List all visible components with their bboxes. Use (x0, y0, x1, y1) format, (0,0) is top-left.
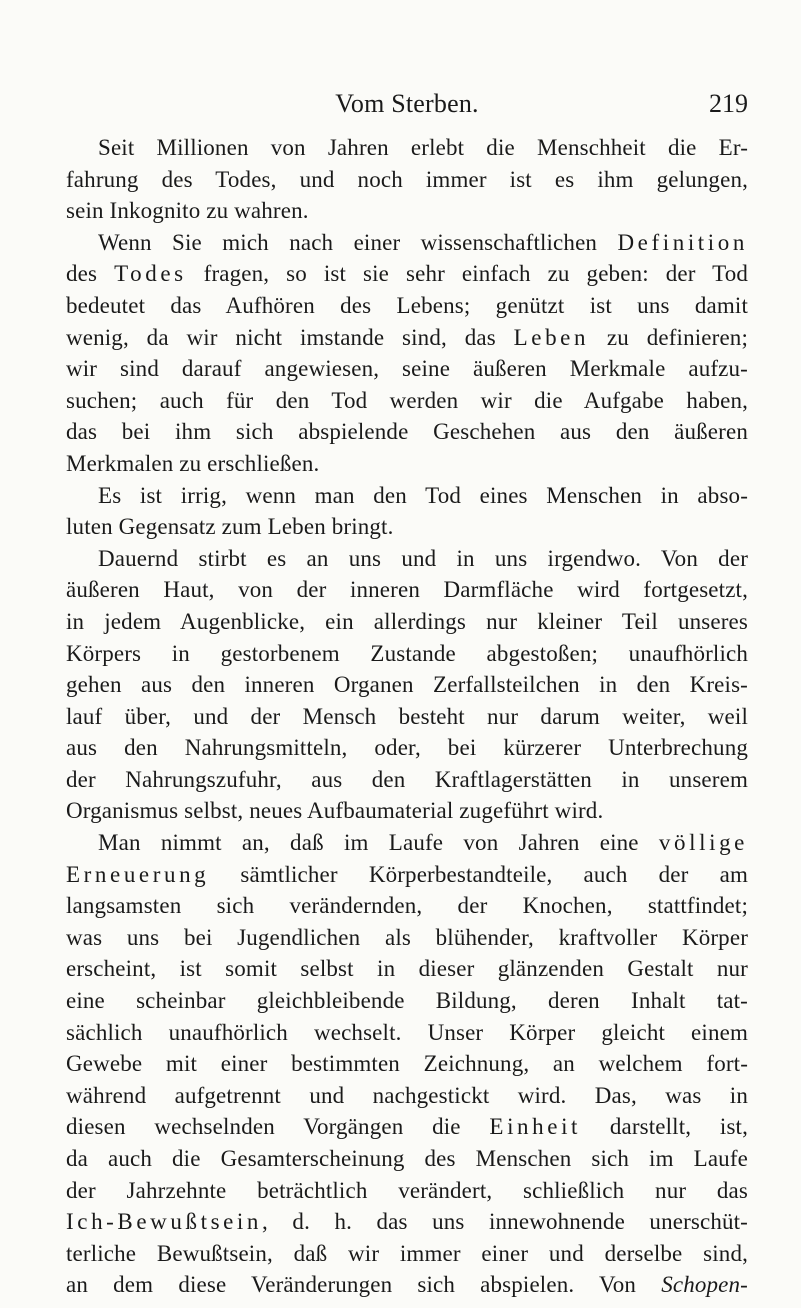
text-run: , d. h. das uns innewohnende unerschüt- (262, 1209, 748, 1235)
text-line: luten Gegensatz zum Leben bringt. (66, 514, 394, 540)
text-run: sämtlicher Körperbestandteile, auch der am (209, 861, 748, 887)
running-head (66, 84, 748, 124)
text-line: Seit Millionen von Jahren erlebt die Menschheit die Er- (98, 135, 748, 160)
text-line: was uns bei Jugendlichen als blühender, kraftvoller Körper (66, 924, 748, 950)
text-line (66, 859, 748, 891)
text-run: Man nimmt an, daß im Laufe von Jahren eine (98, 830, 659, 856)
text-line: der Nahrungszufuhr, aus den Kraftlagerstätten in unserem (66, 766, 748, 792)
text-line (66, 1206, 748, 1238)
text-line: suchen; auch für den Tod werden wir die Aufgabe haben, (66, 387, 748, 413)
text-run: zu definieren; (589, 324, 748, 350)
book-page (66, 84, 748, 1301)
text-line: sächlich unaufhörlich wechselt. Unser Körper gleicht einem (66, 1019, 748, 1045)
text-run: fragen, so ist sie sehr einfach zu geben: der Tod (186, 261, 748, 287)
text-line: lauf über, und der Mensch besteht nur darum weiter, weil (66, 703, 748, 729)
spaced-emphasis: Erneuerung (66, 861, 210, 887)
text-line: in jedem Augenblicke, ein allerdings nur kleiner Teil unseres (66, 608, 748, 634)
text-line: gehen aus den inneren Organen Zerfallsteilchen in den Kreis- (66, 672, 748, 698)
text-line: erscheint, ist somit selbst in dieser glänzenden Gestalt nur (66, 956, 748, 982)
body-text (66, 132, 748, 1301)
text-line: aus den Nahrungsmitteln, oder, bei kürzerer Unterbrechung (66, 735, 748, 761)
running-title: Vom Sterben. (335, 89, 479, 118)
text-run: an dem diese Veränderungen sich abspielen. Von (66, 1272, 662, 1298)
text-run: diesen wechselnden Vorgängen die (66, 1114, 490, 1140)
text-line: der Jahrzehnte beträchtlich verändert, schließlich nur das (66, 1177, 748, 1203)
text-line (66, 227, 748, 259)
text-line: Merkmalen zu erschließen. (66, 450, 320, 476)
text-line: äußeren Haut, von der inneren Darmfläche wird fortgesetzt, (66, 577, 748, 603)
text-line (66, 1111, 748, 1143)
text-line: fahrung des Todes, und noch immer ist es ihm gelungen, (66, 166, 748, 192)
text-line: während aufgetrennt und nachgestickt wird. Das, was in (66, 1082, 748, 1108)
text-run: darstellt, ist, (581, 1114, 748, 1140)
text-line: Gewebe mit einer bestimmten Zeichnung, an welchem fort- (66, 1051, 748, 1077)
text-run: Wenn Sie mich nach einer wissenschaftlichen (98, 229, 618, 255)
text-line (66, 1269, 748, 1301)
text-line: Organismus selbst, neues Aufbaumaterial zugeführt wird. (66, 798, 604, 824)
text-line: bedeutet das Aufhören des Lebens; genützt ist uns damit (66, 292, 748, 318)
italic-emphasis: Schopen- (661, 1272, 748, 1298)
text-line: wir sind darauf angewiesen, seine äußeren Merkmale aufzu- (66, 356, 748, 382)
text-run: des (66, 261, 115, 287)
spaced-emphasis: völlige (658, 830, 748, 856)
spaced-emphasis: Todes (114, 261, 187, 287)
spaced-emphasis: Leben (513, 324, 590, 350)
text-line (66, 258, 748, 290)
page-number: 219 (709, 89, 748, 118)
spaced-emphasis: Ich-Bewußtsein (66, 1209, 263, 1235)
text-line: terliche Bewußtsein, daß wir immer einer und derselbe sind, (66, 1240, 748, 1266)
text-line (66, 827, 748, 859)
text-line (66, 322, 748, 354)
text-line: Es ist irrig, wenn man den Tod eines Menschen in abso- (98, 482, 748, 508)
text-line: Körpers in gestorbenem Zustande abgestoßen; unaufhörlich (66, 640, 748, 666)
text-line: das bei ihm sich abspielende Geschehen aus den äußeren (66, 419, 748, 445)
text-line: Dauernd stirbt es an uns und in uns irgendwo. Von der (98, 545, 748, 571)
text-line: langsamsten sich verändernden, der Knochen, stattfindet; (66, 893, 748, 919)
spaced-emphasis: Definition (617, 229, 748, 255)
text-line: da auch die Gesamterscheinung des Menschen sich im Laufe (66, 1146, 748, 1171)
text-line: eine scheinbar gleichbleibende Bildung, deren Inhalt tat- (66, 988, 748, 1014)
spaced-emphasis: Einheit (489, 1114, 582, 1140)
text-line: sein Inkognito zu wahren. (66, 198, 309, 224)
text-run: wenig, da wir nicht imstande sind, das (66, 324, 514, 350)
